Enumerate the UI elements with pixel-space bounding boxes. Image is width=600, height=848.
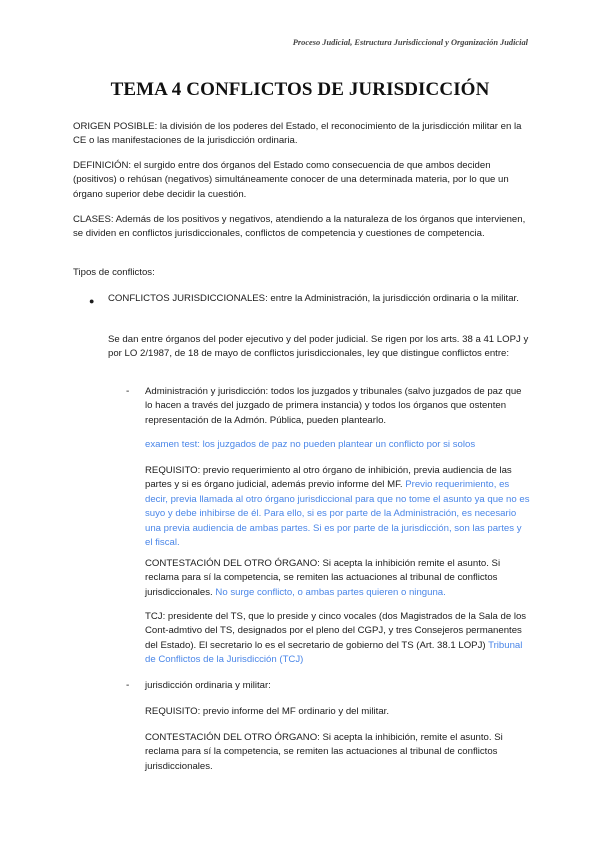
tcj-text: TCJ: presidente del TS, que lo preside y cinco vocales (dos Magistrados de la Sala de los Cont-admtivo del TS, designados por el pleno del CGPJ, y tres Consejeros permanentes del Estado). El secretario lo es el secretario de gobierno del TS (Art. 38.1 LOPJ) bbox=[145, 611, 527, 651]
bullet-marker: ● bbox=[89, 296, 95, 306]
conflictos-jurisdiccionales-item: CONFLICTOS JURISDICCIONALES: entre la Administración, la jurisdicción ordinaria o la militar. bbox=[108, 293, 519, 304]
dash-marker: - bbox=[126, 680, 130, 691]
tcj-note: Tribunal de Conflictos de la Jurisdicción (TCJ) bbox=[145, 639, 523, 666]
ordinaria-requisito-paragraph: REQUISITO: previo informe del MF ordinario y del militar. bbox=[145, 706, 390, 717]
tcj-paragraph bbox=[145, 610, 531, 668]
contestacion-note: No surge conflicto, o ambas partes quieren o ninguna. bbox=[215, 586, 446, 598]
admin-requisito-paragraph bbox=[145, 464, 531, 550]
examen-note: examen test: los juzgados de paz no pueden plantear un conflicto por si solos bbox=[145, 439, 476, 450]
admin-contestacion-paragraph bbox=[145, 557, 531, 600]
se-dan-paragraph: Se dan entre órganos del poder ejecutivo y del poder judicial. Se rigen por los arts. 38 a 41 LOPJ y por LO 2/1987, de 18 de mayo de conflictos jurisdiccionales, ley que distingue conflictos entre: bbox=[108, 334, 529, 360]
ordinaria-contestacion-paragraph: CONTESTACIÓN DEL OTRO ÓRGANO: Si acepta la inhibición, remite el asunto. Si reclama para sí la competencia, se remiten las actuaciones al tribunal de conflictos jurisdiccionales. bbox=[145, 732, 503, 772]
admin-jurisdiccion-item: Administración y jurisdicción: todos los juzgados y tribunales (salvo juzgados de paz que lo hacen a través del juzgado de primera instancia) y todos los órganos que ostenten representación de la Admón. Pública, pueden plantearlo. bbox=[145, 386, 522, 426]
origen-paragraph: ORIGEN POSIBLE: la división de los poderes del Estado, el reconocimiento de la jurisdicción militar en la CE o las manifestaciones de la jurisdicción ordinaria. bbox=[73, 121, 522, 147]
contestacion-text: CONTESTACIÓN DEL OTRO ÓRGANO: Si acepta la inhibición remite el asunto. Si reclama para sí la competencia, se remiten las actuaciones al tribunal de conflictos jurisdiccionales. bbox=[145, 558, 501, 598]
clases-paragraph: CLASES: Además de los positivos y negativos, atendiendo a la naturaleza de los órganos que intervienen, se dividen en conflictos jurisdiccionales, conflictos de competencia y cuestiones de competencia. bbox=[73, 214, 526, 240]
page-title: TEMA 4 CONFLICTOS DE JURISDICCIÓN bbox=[110, 79, 490, 100]
dash-marker: - bbox=[126, 386, 130, 397]
ordinaria-militar-item: jurisdicción ordinaria y militar: bbox=[145, 680, 271, 691]
requisito-note: Previo requerimiento, es decir, previa llamada al otro órgano jurisdiccional para que no tome el asunto ya que no es suyo y debe inhibirse de él. Para ello, si es por parte de la Administración, es necesario una previa audiencia de ambas partes. Si es por parte de la jurisdicción, son las partes y el fiscal. bbox=[145, 479, 530, 549]
requisito-text: REQUISITO: previo requerimiento al otro órgano de inhibición, previa audiencia de las partes y si es órgano judicial, además previo informe del MF. bbox=[145, 465, 512, 491]
page-header: Proceso Judicial, Estructura Jurisdiccional y Organización Judicial bbox=[292, 38, 528, 47]
tipos-heading: Tipos de conflictos: bbox=[73, 267, 155, 278]
definicion-paragraph: DEFINICIÓN: el surgido entre dos órganos del Estado como consecuencia de que ambos deciden (positivos) o rehúsan (negativos) simultáneamente conocer de una determinada materia, por lo que un órgano superior debe decidir la cuestión. bbox=[73, 160, 509, 200]
